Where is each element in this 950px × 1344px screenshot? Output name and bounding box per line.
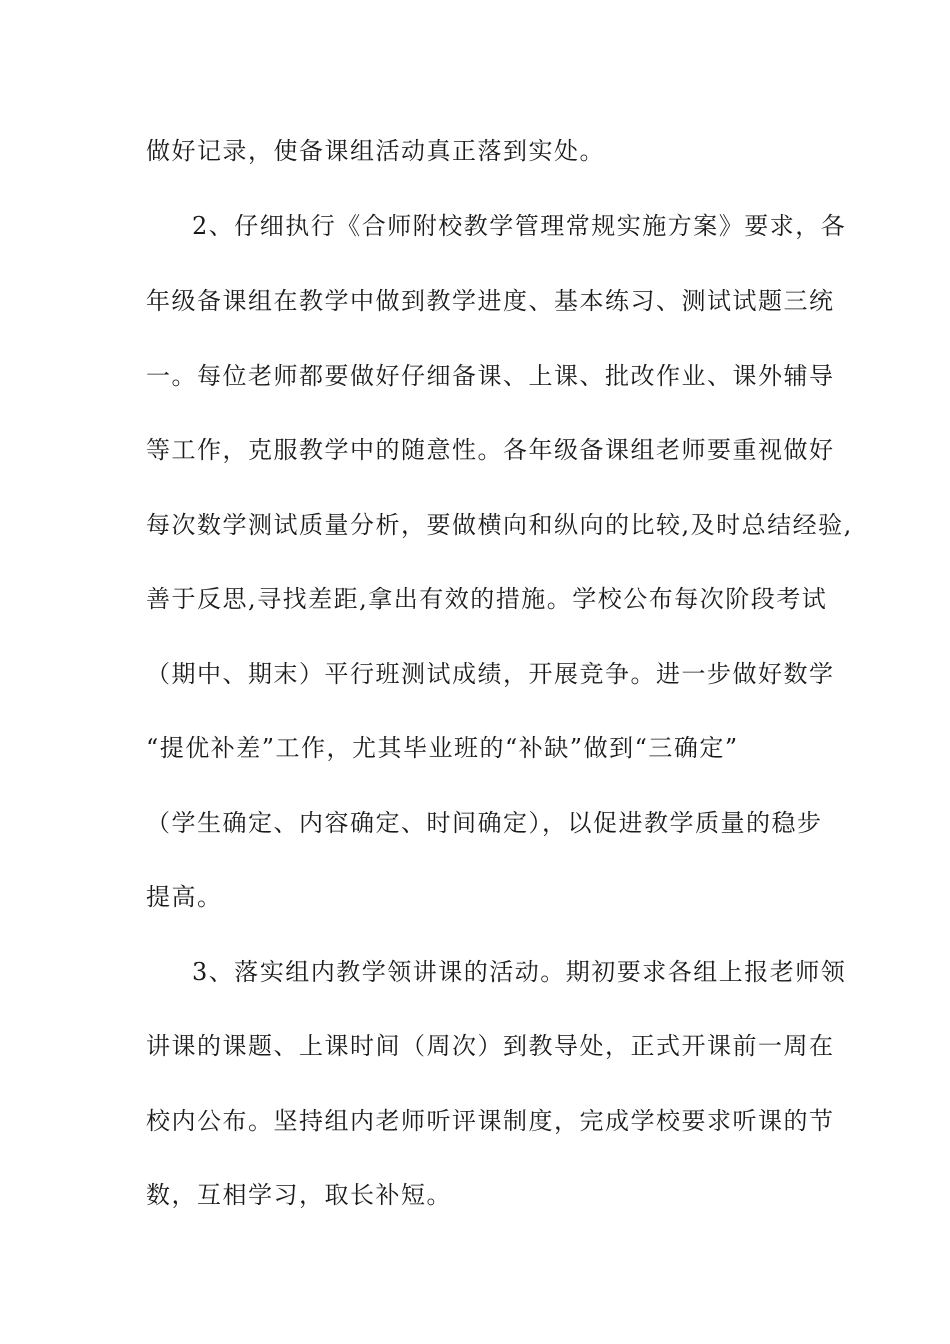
text-line: 提高。 bbox=[146, 883, 223, 911]
text-line: 做好记录，使备课组活动真正落到实处。 bbox=[146, 137, 605, 165]
text-line: 年级备课组在教学中做到教学进度、基本练习、测试试题三统 bbox=[146, 287, 835, 315]
text-line: 校内公布。坚持组内老师听评课制度，完成学校要求听课的节 bbox=[146, 1107, 835, 1135]
text-line: “提优补差”工作，尤其毕业班的“补缺”做到“三确定” bbox=[146, 734, 739, 762]
text-line: 3、落实组内教学领讲课的活动。期初要求各组上报老师领 bbox=[192, 958, 847, 986]
text-line: 等工作，克服教学中的随意性。各年级备课组老师要重视做好 bbox=[146, 436, 835, 464]
text-line: 数，互相学习，取长补短。 bbox=[146, 1181, 452, 1209]
text-line: 2、仔细执行《合师附校教学管理常规实施方案》要求，各 bbox=[192, 212, 847, 240]
text-line: 每次数学测试质量分析，要做横向和纵向的比较,及时总结经验, bbox=[146, 511, 853, 539]
text-line: 善于反思,寻找差距,拿出有效的措施。学校公布每次阶段考试 bbox=[146, 585, 828, 613]
text-line: 讲课的课题、上课时间（周次）到教导处，正式开课前一周在 bbox=[146, 1032, 835, 1060]
text-line: 一。每位老师都要做好仔细备课、上课、批改作业、课外辅导 bbox=[146, 362, 835, 390]
text-line: （期中、期末）平行班测试成绩，开展竞争。进一步做好数学 bbox=[146, 660, 835, 688]
text-line: （学生确定、内容确定、时间确定），以促进教学质量的稳步 bbox=[146, 809, 823, 837]
